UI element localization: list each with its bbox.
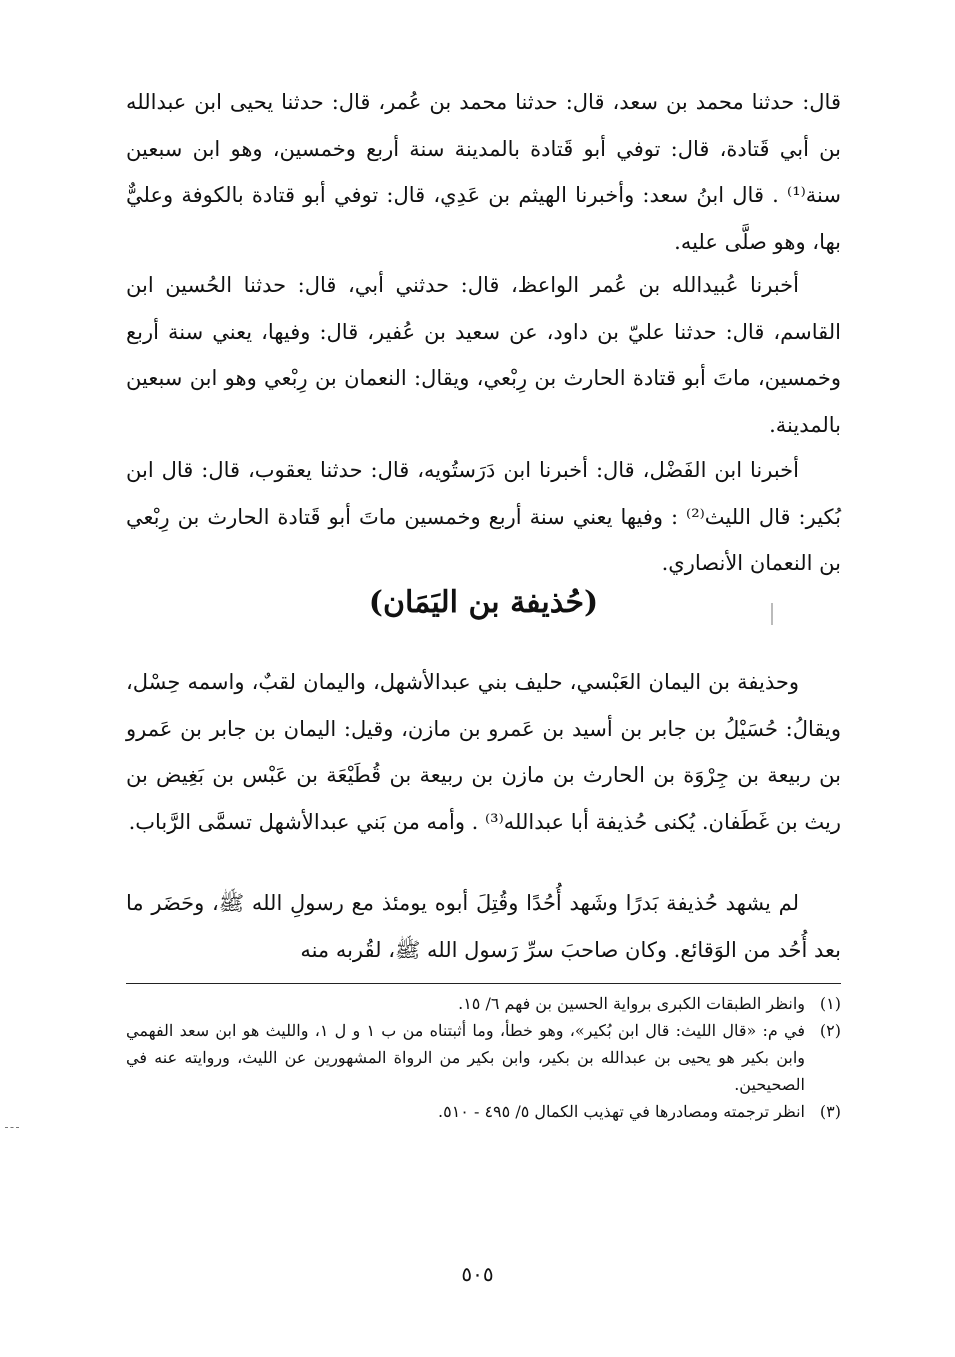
section-heading: (حُذيفة بن اليَمَان) <box>368 585 599 620</box>
scan-mark <box>5 1127 19 1128</box>
footnote-1 <box>126 990 841 1017</box>
paragraph-3 <box>126 447 841 587</box>
footnotes <box>126 990 841 1125</box>
footnote-3 <box>126 1098 841 1125</box>
footnote-text: انظر ترجمته ومصادرها في تهذيب الكمال ٥/ ٤٩٥ - ٥١٠. <box>438 1102 805 1121</box>
footnote-2 <box>126 1017 841 1098</box>
paragraph-1-text: قال: حدثنا محمد بن سعد، قال: حدثنا محمد بن عُمر، قال: حدثنا يحيى ابن عبدالله بن أبي قَتادة، قال: توفي أبو قَتادة بالمدينة سنة أربع وخمسين، وهو ابن سبعين سنة⁽¹⁾ . قال ابنُ سعد: وأخبرنا الهيثم بن عَدِي، قال: توفي أبو قتادة بالكوفة وعليٌّ بها، وهو صلَّى عليه. <box>126 90 841 254</box>
footnote-number: (١) <box>819 994 841 1013</box>
paragraph-4 <box>126 659 841 845</box>
footnote-separator <box>126 983 841 984</box>
footnote-number: (٢) <box>819 1021 841 1040</box>
scan-speck <box>771 603 773 625</box>
paragraph-4-text: وحذيفة بن اليمان العَبْسي، حليف بني عبدالأشهل، واليمان لقبٌ، واسمه حِسْل، ويقالُ: حُسَيْلُ بن جابر بن أسيد بن عَمرو بن مازن، وقيل: اليمان بن جابر بن عَمرو بن ربيعة بن جِرْوَة بن الحارث بن مازن بن ربيعة بن قُطَيْعَة بن عَبْس بن بَغِيض بن ريث بن غَطَفان. يُكنى حُذيفة أبا عبدالله⁽³⁾ . وأمه من بَني عبدالأشهل تسمَّى الرَّباب. <box>126 670 841 834</box>
paragraph-1 <box>126 79 841 265</box>
footnote-text: وانظر الطبقات الكبرى برواية الحسين بن فهم ٦/ ١٥. <box>458 994 805 1013</box>
paragraph-2-text: أخبرنا عُبيدالله بن عُمر الواعظ، قال: حدثني أبي، قال: حدثنا الحُسين ابن القاسم، قال: حدثنا عليّ بن داود، عن سعيد بن عُفير، قال: وفيها، يعني سنة أربع وخمسين، ماتَ أبو قتادة الحارث بن رِبْعي، ويقال: النعمان بن رِبْعي وهو ابن سبعين بالمدينة. <box>126 273 841 437</box>
page-number: ٥٠٥ <box>461 1262 494 1286</box>
paragraph-3-text: أخبرنا ابن الفَضْل، قال: أخبرنا ابن دَرَستُويه، قال: حدثنا يعقوب، قال: قال ابن بُكير: قال الليث⁽²⁾ : وفيها يعني سنة أربع وخمسين ماتَ أبو قَتادة الحارث بن رِبْعي بن النعمان الأنصاري. <box>126 458 841 575</box>
paragraph-5 <box>126 880 841 973</box>
paragraph-5-text: لم يشهد حُذيفة بَدرًا وشَهد أُحُدًا وقُتِلَ أبوه يومئذ مع رسولِ الله ﷺ، وحَضَر ما بعد أُحُد من الوَقائع. وكان صاحبَ سرِّ رَسول الله ﷺ، لقُربه منه <box>126 891 841 962</box>
paragraph-2 <box>126 262 841 448</box>
footnote-number: (٣) <box>819 1102 841 1121</box>
footnote-text: في م: «قال الليث: قال ابن بُكير»، وهو خطأ، وما أثبتناه من ب ١ و ل ١، والليث هو ابن سعد الفهمي وابن بكير هو يحيى بن عبدالله بن بكير، وابن بكير من الرواة المشهورين عن الليث، وروايته عنه في الصحيحين. <box>126 1021 806 1094</box>
